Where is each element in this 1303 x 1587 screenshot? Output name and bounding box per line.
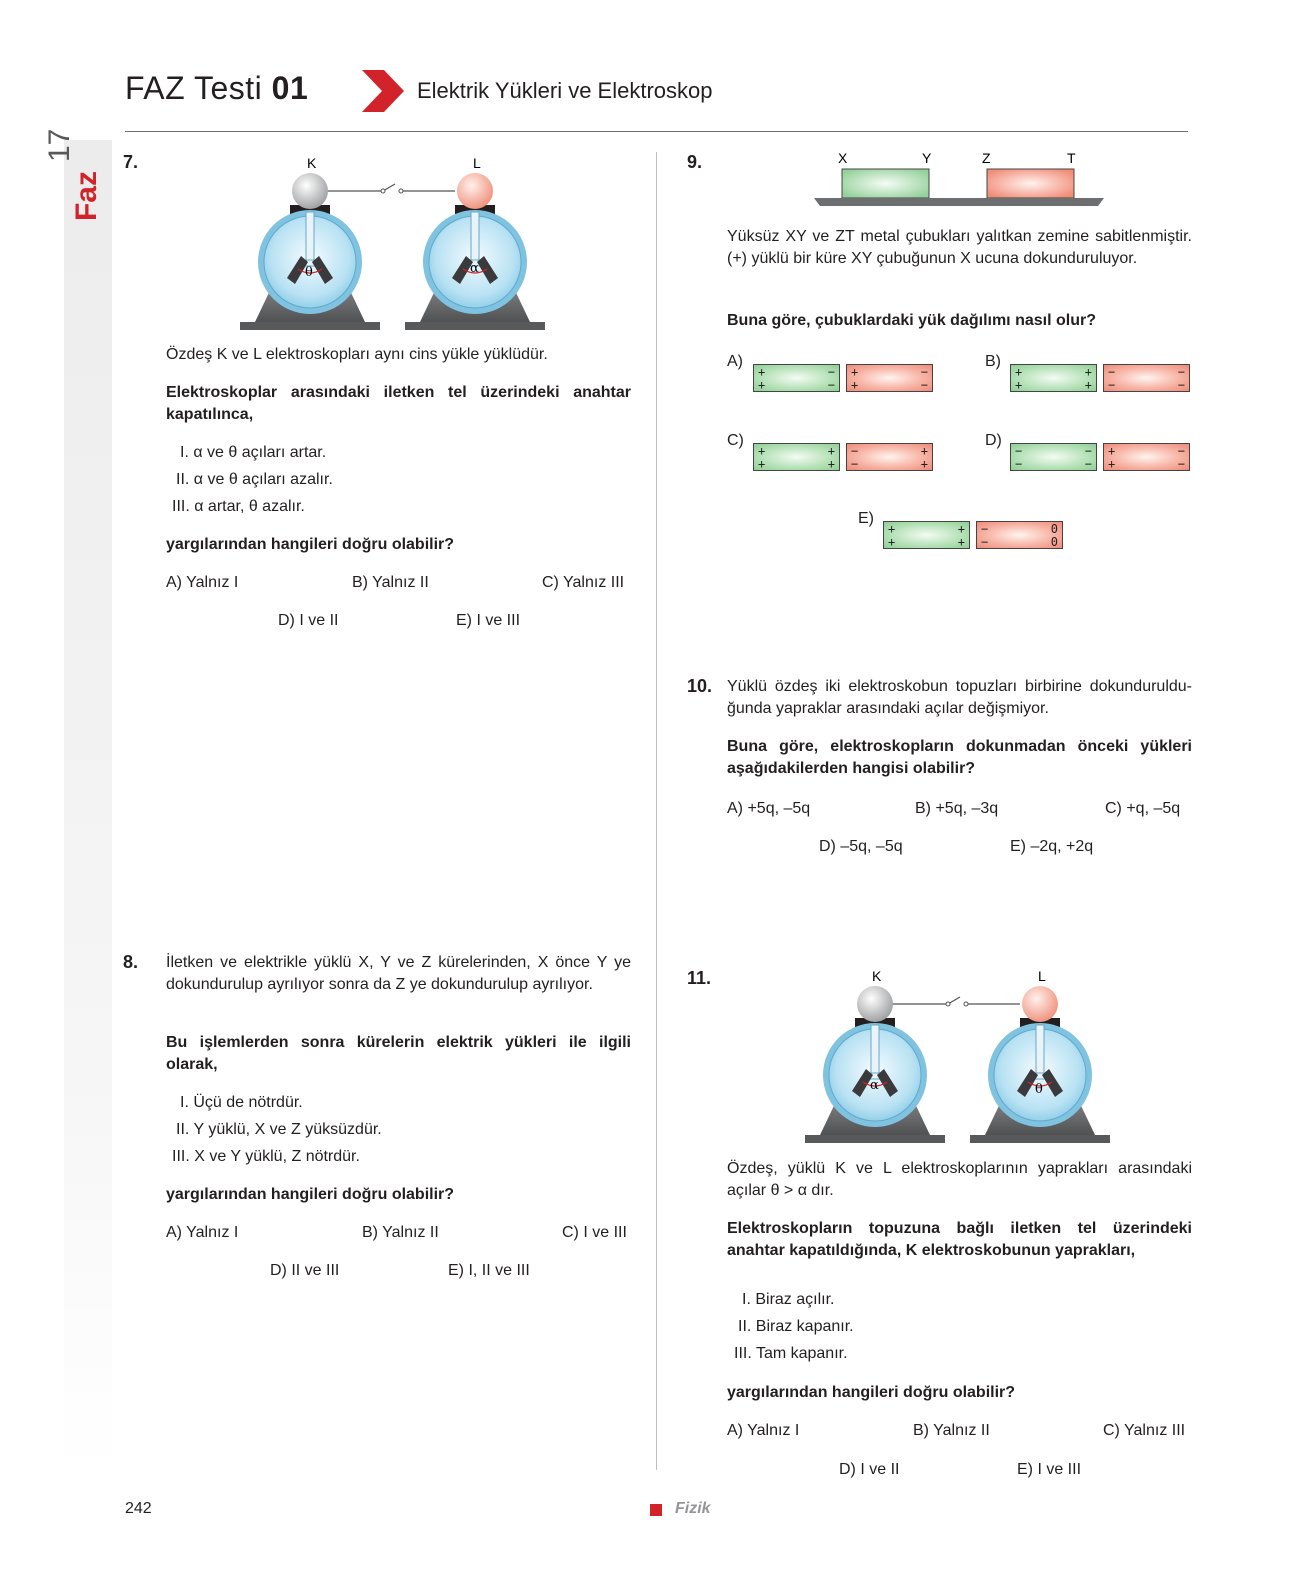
chevron-right-icon: [360, 68, 406, 114]
q9-option-a[interactable]: A): [727, 353, 743, 370]
charge: +: [758, 365, 766, 379]
q9-a-rod-xy: [753, 364, 840, 392]
q7-item-1: I. α ve θ açıları artar.: [180, 444, 327, 461]
charge: 0: [1050, 535, 1058, 549]
test-number: 01: [271, 70, 309, 106]
q9-label-x: X: [838, 150, 848, 166]
q7-knob-l: [457, 173, 493, 209]
q9-option-b[interactable]: B): [985, 353, 1001, 370]
q7-option-d[interactable]: D) I ve II: [278, 612, 339, 629]
q9-stem: Yüksüz XY ve ZT metal çubukları yalıtkan zemine sabitlenmiştir. (+) yüklü bir küre XY çubuğunun X ucuna dokunduruluyor.: [727, 228, 1192, 267]
charge: +: [827, 444, 835, 458]
q9-d-rod-zt: [1103, 443, 1190, 471]
test-subtitle: Elektrik Yükleri ve Elektroskop: [417, 78, 713, 103]
charge: +: [888, 535, 896, 549]
q7-label-k: K: [307, 155, 317, 171]
q9-c-rod-zt: [846, 443, 933, 471]
test-title-light: FAZ Testi: [125, 70, 263, 106]
q8-option-b[interactable]: B) Yalnız II: [362, 1224, 439, 1241]
q7-knob-k: [292, 173, 328, 209]
q9-insulator-base: [814, 198, 1104, 206]
q9-label-t: T: [1067, 150, 1076, 166]
q11-label-k: K: [872, 968, 882, 984]
charge: +: [957, 522, 965, 536]
charge: −: [827, 378, 835, 392]
charge: +: [957, 535, 965, 549]
q11-electroscope-figure: [820, 965, 1100, 1155]
q9-rods-figure: [812, 150, 1112, 210]
q11-knob-l: [1022, 986, 1058, 1022]
q8-item-2: II. Y yüklü, X ve Z yüksüzdür.: [176, 1121, 382, 1138]
q7-option-b[interactable]: B) Yalnız II: [352, 574, 429, 591]
charge: −: [1177, 378, 1185, 392]
q9-e-rod-xy: [883, 521, 970, 549]
q11-option-b[interactable]: B) Yalnız II: [913, 1422, 990, 1439]
charge: −: [1177, 444, 1185, 458]
q7-item-3: III. α artar, θ azalır.: [172, 498, 305, 515]
q9-d-rod-xy: [1010, 443, 1097, 471]
q11-angle-theta: θ: [1035, 1082, 1043, 1097]
charge: +: [1084, 378, 1092, 392]
q10-option-a[interactable]: A) +5q, –5q: [727, 800, 811, 817]
q10-option-b[interactable]: B) +5q, –3q: [915, 800, 999, 817]
charge: −: [851, 457, 859, 471]
brand-logo-text: Faz: [70, 170, 103, 222]
charge: −: [1015, 444, 1023, 458]
q11-ask: yargılarından hangileri doğru olabilir?: [727, 1384, 1016, 1401]
q11-knob-k: [857, 986, 893, 1022]
question-8-number: 8.: [123, 952, 139, 972]
q9-e-rod-zt: [976, 521, 1063, 549]
q10-stem: Yüklü özdeş iki elektroskobun topuzları birbirine dokundurulduğunda yapraklar arasındaki açılar değişmiyor.: [727, 678, 1192, 717]
charge: −: [851, 444, 859, 458]
question-7-number: 7.: [123, 152, 139, 172]
q9-c-rod-xy: [753, 443, 840, 471]
q8-option-e[interactable]: E) I, II ve III: [448, 1262, 530, 1279]
q8-ask: yargılarından hangileri doğru olabilir?: [166, 1186, 455, 1203]
charge: +: [758, 378, 766, 392]
q9-a-rod-zt: [846, 364, 933, 392]
q9-rod-zt: [987, 169, 1074, 198]
charge: +: [1015, 365, 1023, 379]
charge: +: [827, 457, 835, 471]
charge: 0: [1050, 522, 1058, 536]
q8-question: Bu işlemlerden sonra kürelerin elektrik yükleri ile ilgili olarak,: [166, 1034, 631, 1073]
charge: +: [888, 522, 896, 536]
q10-question: Buna göre, elektroskopların dokunmadan önceki yükleri aşağıdakilerden hangisi olabilir?: [727, 738, 1192, 777]
q11-option-e[interactable]: E) I ve III: [1017, 1461, 1082, 1478]
q9-option-e[interactable]: E): [858, 510, 874, 527]
q7-option-c[interactable]: C) Yalnız III: [542, 574, 625, 591]
side-strip: [64, 140, 112, 1470]
q11-option-a[interactable]: A) Yalnız I: [727, 1422, 800, 1439]
q9-b-rod-zt: [1103, 364, 1190, 392]
q7-item-2: II. α ve θ açıları azalır.: [176, 471, 333, 488]
charge: −: [1084, 444, 1092, 458]
faz-brand-logo: [43, 128, 110, 260]
q7-option-a[interactable]: A) Yalnız I: [166, 574, 239, 591]
q7-angle-alpha: α: [470, 261, 479, 276]
charge: −: [827, 365, 835, 379]
charge: +: [758, 457, 766, 471]
q11-label-l: L: [1038, 968, 1046, 984]
q8-option-c[interactable]: C) I ve III: [562, 1224, 627, 1241]
q7-label-l: L: [473, 155, 481, 171]
q8-stem: İletken ve elektrikle yüklü X, Y ve Z kürelerinden, X önce Y ye dokundurulup ayrılıyor sonra da Z ye dokundurulup ayrılıyor.: [166, 954, 631, 993]
charge: −: [1084, 457, 1092, 471]
charge: −: [920, 378, 928, 392]
test-title: [125, 70, 308, 107]
q7-stem: Özdeş K ve L elektroskopları aynı cins yükle yüklüdür.: [166, 346, 548, 363]
q10-option-c[interactable]: C) +q, –5q: [1105, 800, 1181, 817]
charge: −: [1015, 457, 1023, 471]
charge: −: [1108, 365, 1116, 379]
charge: +: [1084, 365, 1092, 379]
page-tag: 17: [43, 128, 76, 162]
charge: −: [981, 535, 989, 549]
charge: +: [920, 457, 928, 471]
q9-b-rod-xy: [1010, 364, 1097, 392]
q9-option-d[interactable]: D): [985, 432, 1002, 449]
q11-option-d[interactable]: D) I ve II: [839, 1461, 900, 1478]
q8-option-a[interactable]: A) Yalnız I: [166, 1224, 239, 1241]
q11-stem: Özdeş, yüklü K ve L elektroskoplarının yaprakları arasındaki açılar θ > α dır.: [727, 1160, 1192, 1199]
q8-item-1: I. Üçü de nötrdür.: [180, 1094, 303, 1111]
q10-option-e[interactable]: E) –2q, +2q: [1010, 838, 1094, 855]
header-divider: [125, 131, 1188, 132]
charge: +: [851, 378, 859, 392]
footer-square-icon: [650, 1504, 662, 1516]
charge: +: [1108, 444, 1116, 458]
charge: −: [1108, 378, 1116, 392]
charge: +: [1108, 457, 1116, 471]
question-11-number: 11.: [687, 968, 712, 988]
subject-label: Fizik: [675, 1500, 711, 1517]
charge: −: [1177, 365, 1185, 379]
page-number: 242: [125, 1500, 152, 1517]
q11-item-2: II. Biraz kapanır.: [738, 1318, 854, 1335]
column-divider: [656, 152, 657, 1470]
q7-angle-theta: θ: [305, 265, 313, 280]
charge: +: [920, 444, 928, 458]
q9-question: Buna göre, çubuklardaki yük dağılımı nasıl olur?: [727, 312, 1096, 329]
q10-option-d[interactable]: D) –5q, –5q: [819, 838, 903, 855]
q11-item-3: III. Tam kapanır.: [734, 1345, 848, 1362]
charge: +: [851, 365, 859, 379]
q7-question: Elektroskoplar arasındaki iletken tel üzerindeki anahtar kapatılınca,: [166, 384, 631, 423]
q7-ask: yargılarından hangileri doğru olabilir?: [166, 536, 455, 553]
charge: +: [1015, 378, 1023, 392]
charge: −: [1177, 457, 1185, 471]
q8-item-3: III. X ve Y yüklü, Z nötrdür.: [172, 1148, 360, 1165]
q7-electroscope-figure: [255, 152, 535, 342]
q11-item-1: I. Biraz açılır.: [742, 1291, 835, 1308]
charge: −: [981, 522, 989, 536]
q8-option-d[interactable]: D) II ve III: [270, 1262, 340, 1279]
q11-question: Elektroskopların topuzuna bağlı iletken tel üzerindeki anahtar kapatıldığında, K elektroskobunun yaprakları,: [727, 1220, 1192, 1259]
q9-option-c[interactable]: C): [727, 432, 744, 449]
q11-angle-alpha: α: [870, 1078, 879, 1093]
charge: −: [920, 365, 928, 379]
question-10-number: 10.: [687, 676, 713, 696]
charge: +: [758, 444, 766, 458]
q9-label-y: Y: [922, 150, 932, 166]
q11-option-c[interactable]: C) Yalnız III: [1103, 1422, 1186, 1439]
q9-label-z: Z: [982, 150, 991, 166]
q9-rod-xy: [842, 169, 929, 198]
q7-option-e[interactable]: E) I ve III: [456, 612, 521, 629]
question-9-number: 9.: [687, 152, 703, 172]
